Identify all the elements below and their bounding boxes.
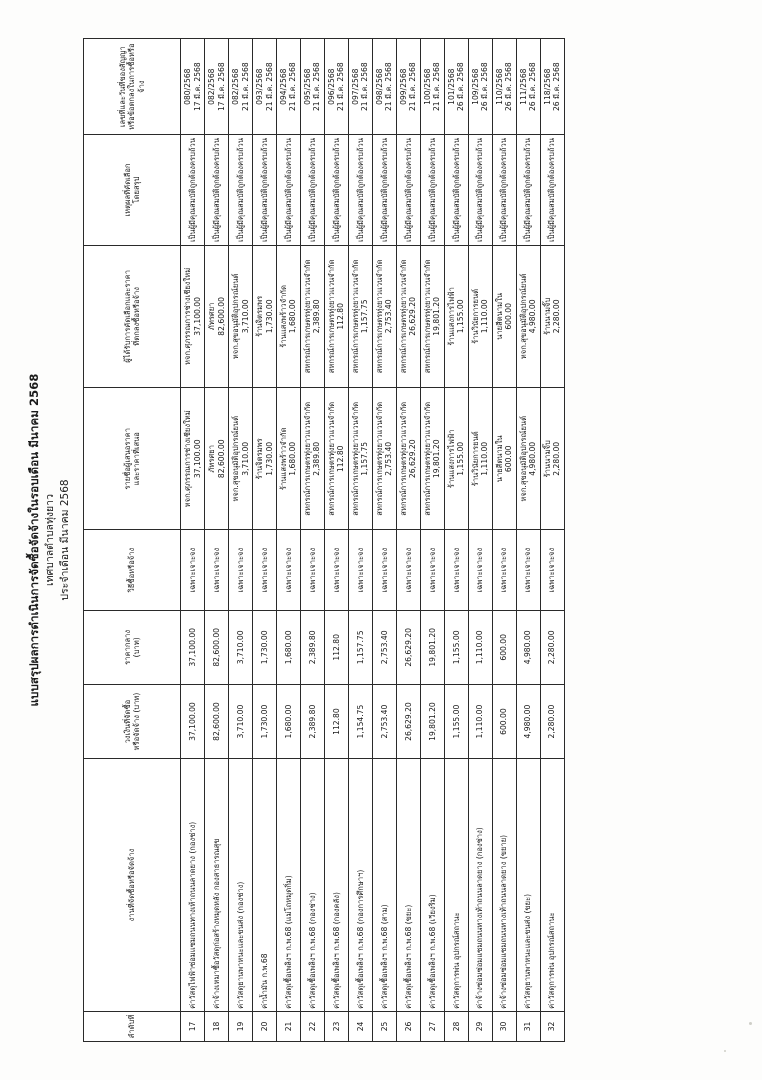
cell-price: 1,730.00 xyxy=(253,610,277,684)
cell-selected: ร้านจิตรมพร 1,730.00 xyxy=(253,245,277,387)
cell-reason: เป็นผู้มีคุณสมบัติถูกต้องครบถ้วน xyxy=(276,135,300,245)
cell-price: 1,110.00 xyxy=(468,610,492,684)
cell-no: 24 xyxy=(348,1011,372,1041)
cell-method: เฉพาะเจาะจง xyxy=(181,530,205,610)
cell-work-name: ค่าวัสดุยานพาหนะและขนส่ง (ขยะ) xyxy=(516,759,540,1012)
cell-work-name: ค่าวัสดุเชื้อเพลิงฯ ก.พ.68 (กองคลัง) xyxy=(324,759,348,1012)
cell-work-name: ค่าจ้างซ่อมซ่อมแซมถนนทางเท้าถนนลาดยาง (ขยาย) xyxy=(492,759,516,1012)
cell-reason: เป็นผู้มีคุณสมบัติถูกต้องครบถ้วน xyxy=(492,135,516,245)
cell-method: เฉพาะเจาะจง xyxy=(540,530,564,610)
cell-reason: เป็นผู้มีคุณสมบัติถูกต้องครบถ้วน xyxy=(444,135,468,245)
cell-price: 2,753.40 xyxy=(372,610,396,684)
col-header-budget: วงเงินที่จัดซื้อ หรือจัดจ้าง (บาท) xyxy=(84,684,181,758)
cell-document: 097/2568 21 มี.ค. 2568 xyxy=(348,39,372,135)
table-row xyxy=(348,39,372,1042)
cell-price: 37,100.00 xyxy=(181,610,205,684)
cell-work-name: ค่าวัสดุการพ่น อุปกรณ์สถานะ xyxy=(444,759,468,1012)
cell-selected: สหกรณ์การเกษตรทุ่งยาวแวนจำกัด 1,157.75 xyxy=(348,245,372,387)
cell-selected: สหกรณ์การเกษตรทุ่งยาวแวนจำกัด 2,389.80 xyxy=(300,245,324,387)
cell-no: 29 xyxy=(468,1011,492,1041)
cell-work-name: ค่าวัสดุไฟฟ้าซ่อมแซมถนนทางเท้าถนนลาดยาง (กองช่าง) xyxy=(181,759,205,1012)
cell-method: เฉพาะเจาะจง xyxy=(468,530,492,610)
cell-proposer: สหกรณ์การเกษตรทุ่งยาวแวนจำกัด 26,629.20 xyxy=(396,388,420,530)
cell-proposer: สหกรณ์การเกษตรทุ่งยาวแวนจำกัด 112.80 xyxy=(324,388,348,530)
cell-method: เฉพาะเจาะจง xyxy=(444,530,468,610)
cell-price: 112.80 xyxy=(324,610,348,684)
cell-method: เฉพาะเจาะจง xyxy=(372,530,396,610)
cell-budget: 1,154.75 xyxy=(348,684,372,758)
cell-no: 19 xyxy=(229,1011,253,1041)
table-row xyxy=(229,39,253,1042)
cell-work-name: ค่าจ้างเหมาซื้อวัสดุก่อสร้างหมุดหลัง กองสาธารณสุข xyxy=(205,759,229,1012)
cell-selected: ร้านนามจิ๊บ 2,280.00 xyxy=(540,245,564,387)
cell-work-name: ค่าวัสดุเชื้อเพลิงฯ ก.พ.68 (กองช่าง) xyxy=(300,759,324,1012)
cell-proposer: หจก.สุขอนุมัติอุปกรณ์ยนต์ 4,980.00 xyxy=(516,388,540,530)
document-title: แบบสรุปผลการดำเนินการจัดซื้อจัดจ้างในรอบเดือน มีนาคม 2568 xyxy=(27,373,41,707)
cell-reason: เป็นผู้มีคุณสมบัติถูกต้องครบถ้วน xyxy=(420,135,444,245)
cell-budget: 2,389.80 xyxy=(300,684,324,758)
cell-work-name: ค่าวัสดุเชื้อเพลิงฯ ก.พ.68 (สาม) xyxy=(372,759,396,1012)
cell-no: 32 xyxy=(540,1011,564,1041)
cell-work-name: ค่าวัสดุเชื้อเพลิงฯ ก.พ.68 (เวียงริม) xyxy=(420,759,444,1012)
cell-reason: เป็นผู้มีคุณสมบัติถูกต้องครบถ้วน xyxy=(324,135,348,245)
cell-proposer: นายสีตนามใน 600.00 xyxy=(492,388,516,530)
table-body xyxy=(181,39,565,1042)
cell-no: 21 xyxy=(276,1011,300,1041)
table-row xyxy=(420,39,444,1042)
cell-proposer: หจก.ศุภรรณการช่างเชียงใหม่ 37,100.00 xyxy=(181,388,205,530)
cell-reason: เป็นผู้มีคุณสมบัติถูกต้องครบถ้วน xyxy=(253,135,277,245)
cell-document: 118/2568 26 มี.ค. 2568 xyxy=(540,39,564,135)
cell-budget: 1,110.00 xyxy=(468,684,492,758)
cell-work-name: ค่าวัสดุยานพาหนะและขนส่ง (กองช่าง) xyxy=(229,759,253,1012)
cell-selected: หจก.สุขอนุมัติอุปกรณ์ยนต์ 3,710.00 xyxy=(229,245,253,387)
col-header-proposer: รายชื่อผู้เสนอราคา และราคาที่เสนอ xyxy=(84,388,181,530)
cell-budget: 2,753.40 xyxy=(372,684,396,758)
cell-method: เฉพาะเจาะจง xyxy=(420,530,444,610)
cell-no: 28 xyxy=(444,1011,468,1041)
cell-selected: สหกรณ์การเกษตรทุ่งยาวแวนจำกัด 19,801.20 xyxy=(420,245,444,387)
cell-document: 095/2568 21 มี.ค. 2568 xyxy=(300,39,324,135)
cell-reason: เป็นผู้มีคุณสมบัติถูกต้องครบถ้วน xyxy=(372,135,396,245)
table-row xyxy=(396,39,420,1042)
table-row xyxy=(253,39,277,1042)
cell-work-name: ค่าจ้างซ่อมซ่อมแซมถนนทางเท้าถนนลาดยาง (กองช่าง) xyxy=(468,759,492,1012)
cell-proposer: ร้านวินัยการยนต์ 1,110.00 xyxy=(468,388,492,530)
cell-selected: นายสีตนามใน 600.00 xyxy=(492,245,516,387)
col-header-doc: เลขที่และวันที่ของสัญญา หรือข้อตกลงในการซื้อหรือจ้าง xyxy=(84,39,181,135)
cell-no: 17 xyxy=(181,1011,205,1041)
cell-selected: ร้านแสงพร้าวจำกัด 1,680.00 xyxy=(276,245,300,387)
cell-reason: เป็นผู้มีคุณสมบัติถูกต้องครบถ้วน xyxy=(229,135,253,245)
cell-price: 26,629.20 xyxy=(396,610,420,684)
cell-work-name: ค่าวัสดุเชื้อเพลิงฯ ก.พ.68 (ขยะ) xyxy=(396,759,420,1012)
cell-budget: 112.80 xyxy=(324,684,348,758)
cell-proposer: หจก.สุขอนุมัติอุปกรณ์ยนต์ 3,710.00 xyxy=(229,388,253,530)
cell-proposer: ร้านจิตรมพร 1,730.00 xyxy=(253,388,277,530)
cell-budget: 26,629.20 xyxy=(396,684,420,758)
cell-method: เฉพาะเจาะจง xyxy=(348,530,372,610)
page-speck xyxy=(724,1050,726,1052)
table-row xyxy=(181,39,205,1042)
cell-no: 25 xyxy=(372,1011,396,1041)
cell-budget: 1,155.00 xyxy=(444,684,468,758)
table-row xyxy=(540,39,564,1042)
cell-document: 080/2568 17 มี.ค. 2568 xyxy=(181,39,205,135)
cell-budget: 3,710.00 xyxy=(229,684,253,758)
table-row xyxy=(444,39,468,1042)
col-header-no: ลำดับที่ xyxy=(84,1011,181,1041)
cell-selected: ภัทรศยา 82,600.00 xyxy=(205,245,229,387)
cell-method: เฉพาะเจาะจง xyxy=(229,530,253,610)
cell-proposer: ร้านแสงพร้าวจำกัด 1,680.00 xyxy=(276,388,300,530)
cell-work-name: ค่าวัสดุเชื้อเพลิงฯ ก.พ.68 (แม่โถหมุดกิ่ม) xyxy=(276,759,300,1012)
cell-price: 2,280.00 xyxy=(540,610,564,684)
cell-price: 600.00 xyxy=(492,610,516,684)
cell-reason: เป็นผู้มีคุณสมบัติถูกต้องครบถ้วน xyxy=(348,135,372,245)
cell-document: 109/2568 26 มี.ค. 2568 xyxy=(468,39,492,135)
cell-document: 098/2568 21 มี.ค. 2568 xyxy=(372,39,396,135)
cell-work-name: ค่าวัสดุเชื้อเพลิงฯ ก.พ.68 (กองการศึกษาฯ) xyxy=(348,759,372,1012)
cell-proposer: ภัทรศยา 82,600.00 xyxy=(205,388,229,530)
cell-selected: สหกรณ์การเกษตรทุ่งยาวแวนจำกัด 26,629.20 xyxy=(396,245,420,387)
cell-document: 096/2568 21 มี.ค. 2568 xyxy=(324,39,348,135)
report-period: ประจำเดือน มีนาคม 2568 xyxy=(58,479,71,601)
cell-price: 1,680.00 xyxy=(276,610,300,684)
cell-proposer: สหกรณ์การเกษตรทุ่งยาวแวนจำกัด 1,157.75 xyxy=(348,388,372,530)
cell-price: 19,801.20 xyxy=(420,610,444,684)
cell-proposer: ร้านนามจิ๊บ 2,280.00 xyxy=(540,388,564,530)
col-header-reason: เหตุผลที่คัดเลือก โดยสรุป xyxy=(84,135,181,245)
page-speck xyxy=(749,1022,752,1025)
cell-document: 111/2568 26 มี.ค. 2568 xyxy=(516,39,540,135)
cell-reason: เป็นผู้มีคุณสมบัติถูกต้องครบถ้วน xyxy=(516,135,540,245)
cell-reason: เป็นผู้มีคุณสมบัติถูกต้องครบถ้วน xyxy=(540,135,564,245)
cell-budget: 600.00 xyxy=(492,684,516,758)
cell-budget: 1,730.00 xyxy=(253,684,277,758)
cell-reason: เป็นผู้มีคุณสมบัติถูกต้องครบถ้วน xyxy=(300,135,324,245)
cell-no: 26 xyxy=(396,1011,420,1041)
col-header-name: งานที่จัดซื้อหรือจัดจ้าง xyxy=(84,759,181,1012)
cell-selected: สหกรณ์การเกษตรทุ่งยาวแวนจำกัด 112.80 xyxy=(324,245,348,387)
cell-reason: เป็นผู้มีคุณสมบัติถูกต้องครบถ้วน xyxy=(181,135,205,245)
cell-budget: 37,100.00 xyxy=(181,684,205,758)
cell-method: เฉพาะเจาะจง xyxy=(396,530,420,610)
table-row xyxy=(205,39,229,1042)
cell-document: 099/2568 21 มี.ค. 2568 xyxy=(396,39,420,135)
table-row xyxy=(468,39,492,1042)
cell-document: 093/2568 21 มี.ค. 2568 xyxy=(253,39,277,135)
cell-no: 30 xyxy=(492,1011,516,1041)
cell-price: 4,980.00 xyxy=(516,610,540,684)
cell-method: เฉพาะเจาะจง xyxy=(205,530,229,610)
cell-selected: ร้านวินัยการยนต์ 1,110.00 xyxy=(468,245,492,387)
cell-document: 100/2568 21 มี.ค. 2568 xyxy=(420,39,444,135)
cell-no: 23 xyxy=(324,1011,348,1041)
cell-method: เฉพาะเจาะจง xyxy=(300,530,324,610)
cell-work-name: ค่าวัสดุการพ่น อุปกรณ์สถานะ xyxy=(540,759,564,1012)
cell-budget: 4,980.00 xyxy=(516,684,540,758)
cell-document: 082/2568 17 มี.ค. 2568 xyxy=(205,39,229,135)
cell-work-name: ค่าน้ำมัน ก.พ.68 xyxy=(253,759,277,1012)
cell-selected: หจก.ศุภรรณการช่างเชียงใหม่ 37,100.00 xyxy=(181,245,205,387)
table-row xyxy=(276,39,300,1042)
cell-proposer: ร้านแสงการไฟฟ้า 1,155.00 xyxy=(444,388,468,530)
cell-price: 1,155.00 xyxy=(444,610,468,684)
cell-reason: เป็นผู้มีคุณสมบัติถูกต้องครบถ้วน xyxy=(396,135,420,245)
cell-method: เฉพาะเจาะจง xyxy=(253,530,277,610)
cell-price: 2,389.80 xyxy=(300,610,324,684)
cell-budget: 2,280.00 xyxy=(540,684,564,758)
cell-no: 31 xyxy=(516,1011,540,1041)
cell-document: 082/2568 21 มี.ค. 2568 xyxy=(229,39,253,135)
col-header-price: ราคากลาง (บาท) xyxy=(84,610,181,684)
cell-proposer: สหกรณ์การเกษตรทุ่งยาวแวนจำกัด 2,753.40 xyxy=(372,388,396,530)
table-header xyxy=(84,39,181,1042)
cell-method: เฉพาะเจาะจง xyxy=(324,530,348,610)
cell-no: 22 xyxy=(300,1011,324,1041)
table-row xyxy=(372,39,396,1042)
cell-document: 094/2568 21 มี.ค. 2568 xyxy=(276,39,300,135)
procurement-table xyxy=(83,38,565,1042)
organization-name: เทศบาลตำบลทุ่งยาว xyxy=(43,494,56,586)
col-header-method: วิธีซื้อหรือจ้าง xyxy=(84,530,181,610)
cell-proposer: สหกรณ์การเกษตรทุ่งยาวแวนจำกัด 2,389.80 xyxy=(300,388,324,530)
table-row xyxy=(516,39,540,1042)
cell-price: 82,600.00 xyxy=(205,610,229,684)
cell-method: เฉพาะเจาะจง xyxy=(276,530,300,610)
cell-reason: เป็นผู้มีคุณสมบัติถูกต้องครบถ้วน xyxy=(468,135,492,245)
cell-method: เฉพาะเจาะจง xyxy=(516,530,540,610)
table-row xyxy=(492,39,516,1042)
cell-no: 20 xyxy=(253,1011,277,1041)
cell-no: 27 xyxy=(420,1011,444,1041)
col-header-selected: ผู้ได้รับการคัดเลือกและราคา ที่ตกลงซื้อหรือจ้าง xyxy=(84,245,181,387)
cell-price: 3,710.00 xyxy=(229,610,253,684)
cell-method: เฉพาะเจาะจง xyxy=(492,530,516,610)
document-header xyxy=(0,0,73,1080)
cell-budget: 82,600.00 xyxy=(205,684,229,758)
header-row xyxy=(84,39,181,1042)
table-row xyxy=(300,39,324,1042)
cell-selected: ร้านแสงการไฟฟ้า 1,155.00 xyxy=(444,245,468,387)
cell-budget: 1,680.00 xyxy=(276,684,300,758)
cell-document: 101/2568 26 มี.ค. 2568 xyxy=(444,39,468,135)
cell-selected: สหกรณ์การเกษตรทุ่งยาวแวนจำกัด 2,753.40 xyxy=(372,245,396,387)
cell-price: 1,157.75 xyxy=(348,610,372,684)
cell-document: 110/2568 26 มี.ค. 2568 xyxy=(492,39,516,135)
table-row xyxy=(324,39,348,1042)
cell-budget: 19,801.20 xyxy=(420,684,444,758)
cell-selected: หจก.สุขอนุมัติอุปกรณ์ยนต์ 4,980.00 xyxy=(516,245,540,387)
cell-proposer: สหกรณ์การเกษตรทุ่งยาวแวนจำกัด 19,801.20 xyxy=(420,388,444,530)
cell-reason: เป็นผู้มีคุณสมบัติถูกต้องครบถ้วน xyxy=(205,135,229,245)
cell-no: 18 xyxy=(205,1011,229,1041)
